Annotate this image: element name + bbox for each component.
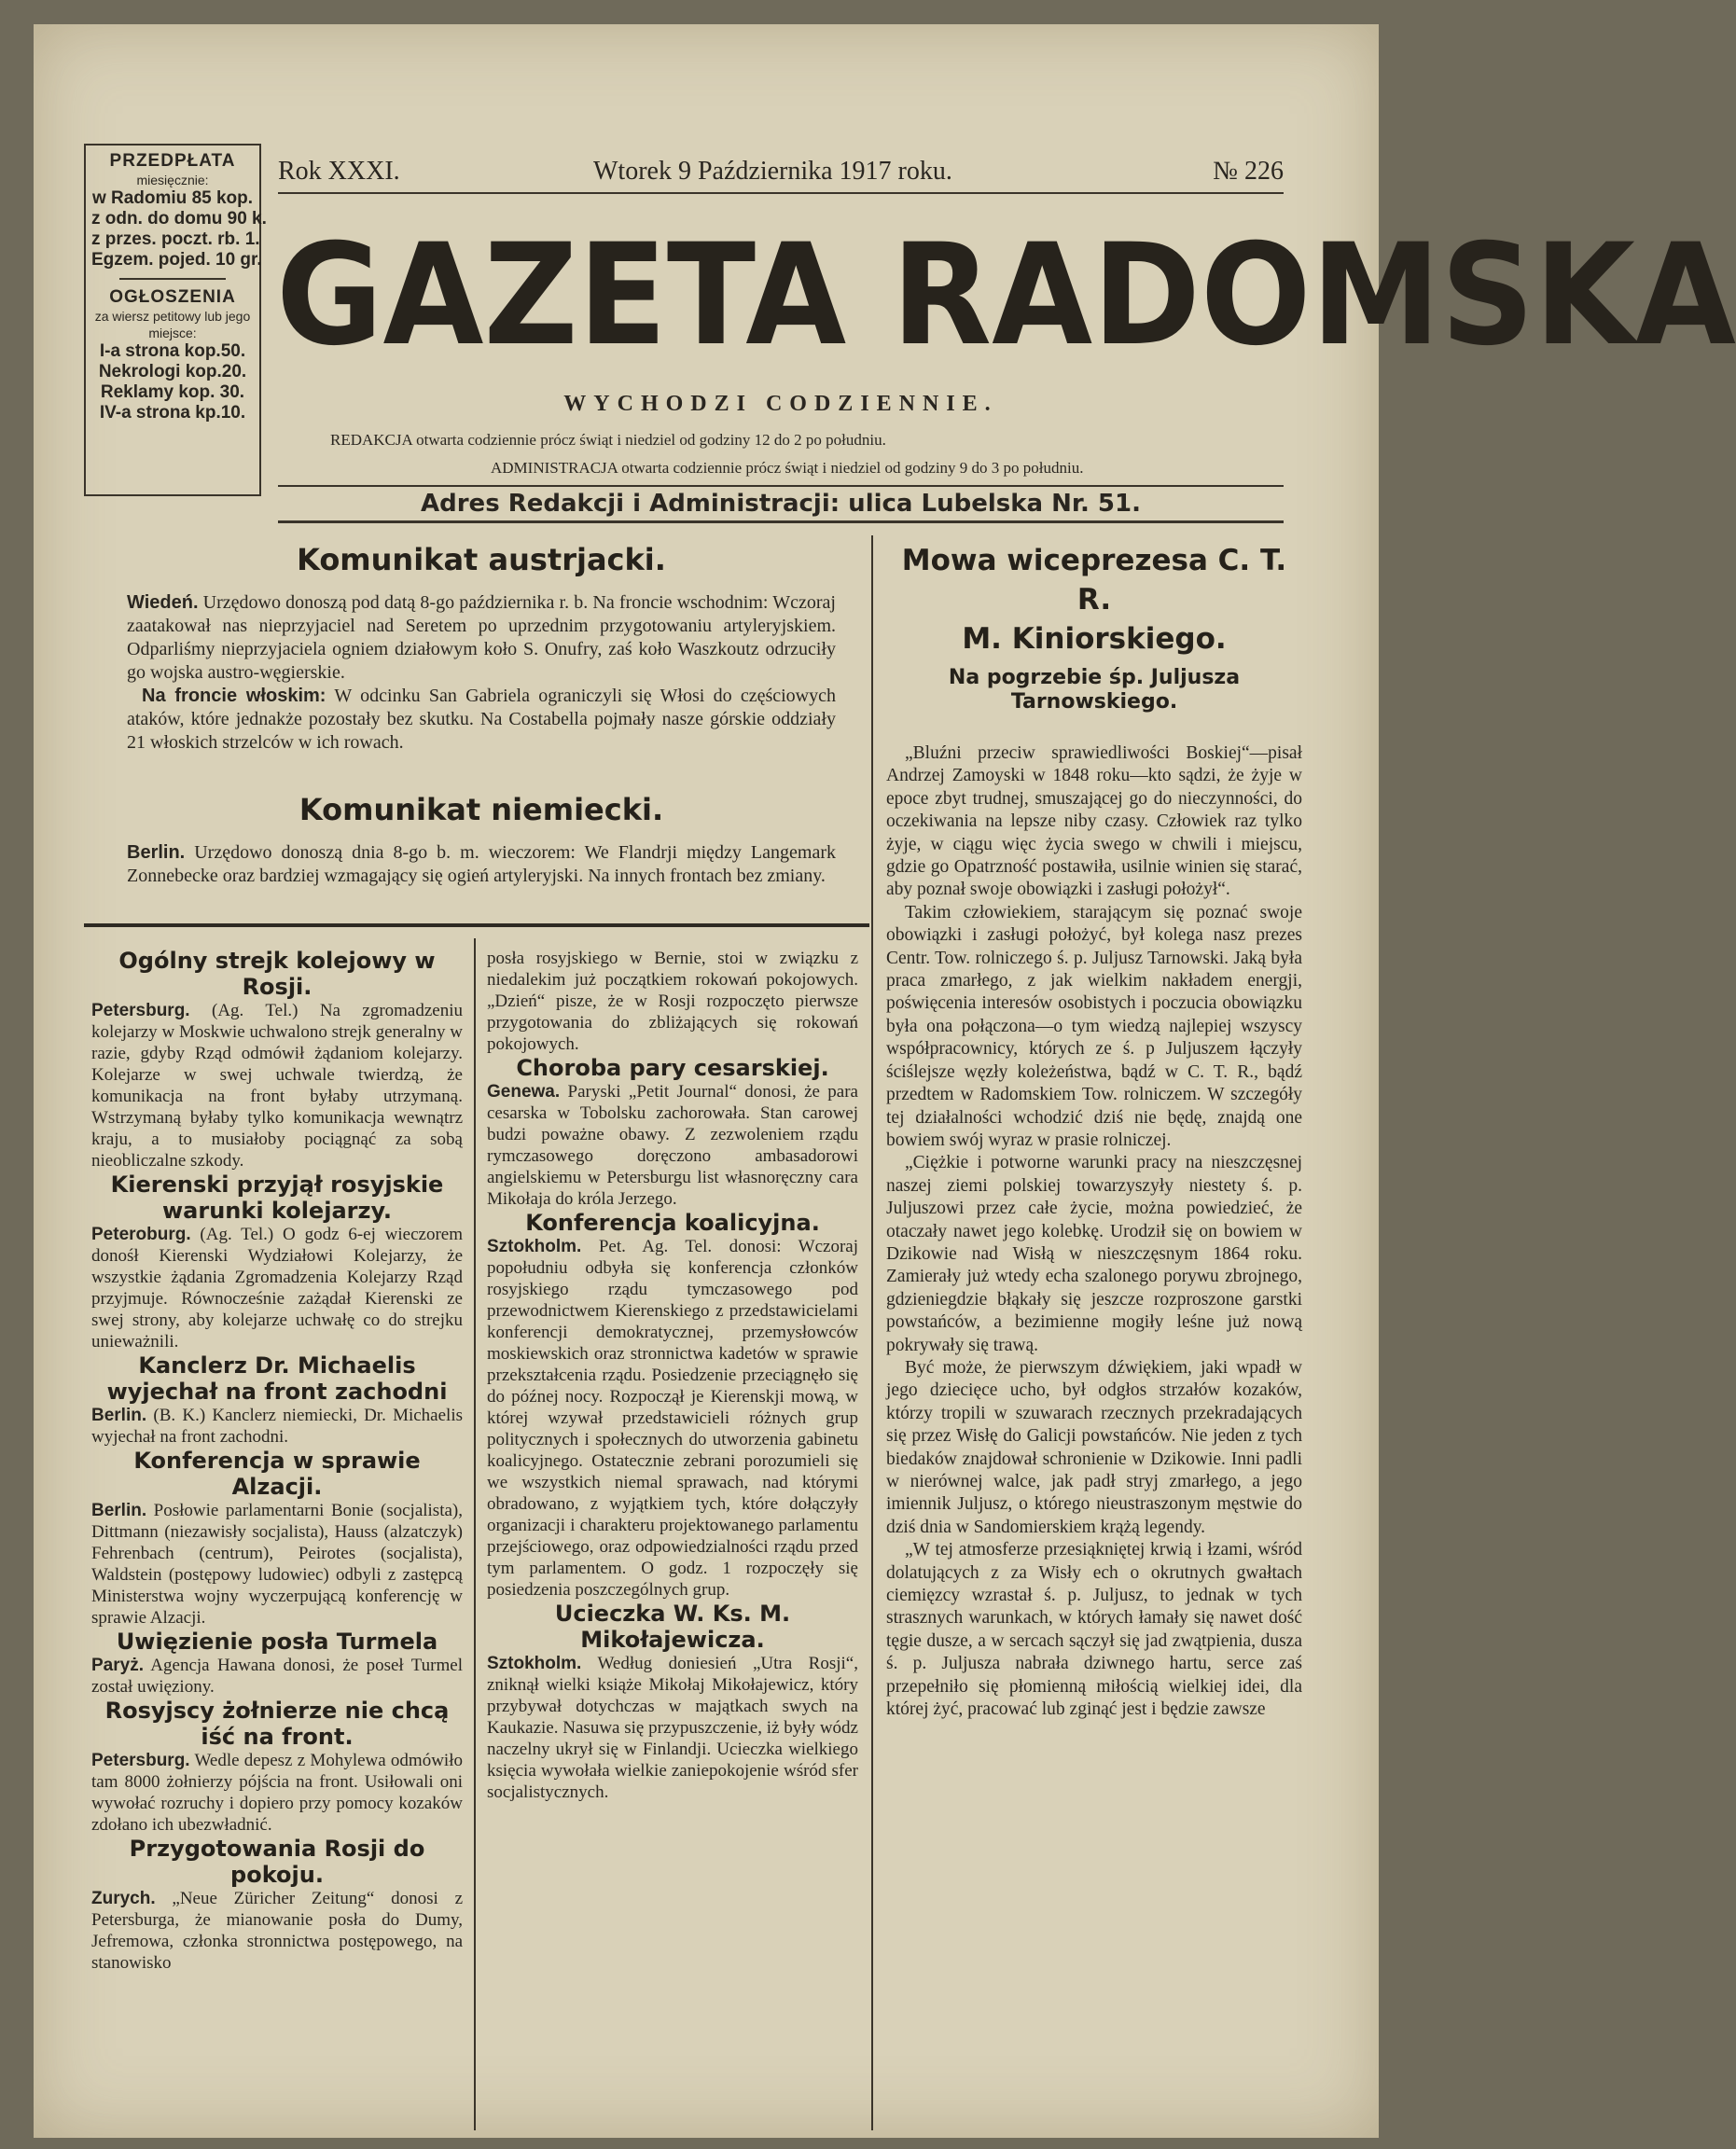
- speech-paragraph: „Bluźni przeciw sprawiedliwości Boskiej“—pisał Andrzej Zamoyski w 1848 roku—kto sądzi, że żyje w epoce zbyt trudnej, smuszającej go do nieczynności, do oczekiwania na lepsze niby czasy. Człowiek raz tylko żyje, w ciągu więc życia swego w chwili i miejscu, gdzie go Opatrzność postawiła, usilnie winien się starać, aby poznał swoje obowiązki i zasługi położył“.: [886, 743, 1302, 900]
- paragraph-text: Urzędowo donoszą dnia 8-go b. m. wieczorem: We Flandrji między Langemark Zonnebecke oraz bardziej wzmagający się ogień artyleryjski. Na innych frontach bez zmiany.: [127, 842, 836, 886]
- paragraph-lead: Petersburg.: [91, 1001, 190, 1020]
- ads-title: OGŁOSZENIA: [109, 287, 236, 307]
- article-paragraph: [91, 1888, 463, 1974]
- editorial-hours: REDAKCJA otwarta codziennie prócz świąt i niedziel od godziny 12 do 2 po południu.: [330, 431, 886, 449]
- article-paragraph: [487, 1236, 858, 1601]
- paragraph-text: W odcinku San Gabriela ograniczyli się Włosi do częściowych ataków, które jednakże pozostały bez skutku. Na Costabella pojmały nasze górskie oddziały 21 włoskich strzelców w ich rowach.: [127, 686, 837, 753]
- price-line: z przes. poczt. rb. 1.: [91, 229, 260, 249]
- austrian-paragraph: [127, 591, 836, 685]
- price-line: w Radomiu 85 kop.: [91, 188, 254, 208]
- austrian-communique: [127, 541, 836, 755]
- subscription-box: [84, 144, 267, 496]
- article-paragraph: [91, 1000, 463, 1172]
- date-label: Wtorek 9 Października 1917 roku.: [593, 157, 952, 186]
- paragraph-text: (Ag. Tel.) Na zgromadzeniu kolejarzy w Moskwie uchwalono strejk generalny w razie, gdyby Rząd odmówił żądaniom kolejarzy. Kolejarze w swej uchwale twierdzą, że komunikacja na front byłaby utrzymaną. Wstrzymaną byłaby tylko komunikacja wewnątrz kraju, a to musiałoby pociągnąć za sobą nieobliczalne szkody.: [91, 1001, 463, 1171]
- ad-price-line: Reklamy kop. 30.: [100, 382, 245, 402]
- ad-price-line: Nekrologi kop.20.: [98, 362, 247, 381]
- price-line: z odn. do domu 90 k.: [91, 209, 267, 229]
- paragraph-lead: Petersburg.: [91, 1751, 190, 1770]
- article-paragraph: [487, 1081, 858, 1210]
- column-divider: [474, 938, 476, 2130]
- paragraph-text: Wedle depesz z Mohylewa odmówiło tam 8000 żołnierzy pójścia na front. Usiłowali oni wywołać rozruchy i dopiero przy pomocy kozaków zdołano ich ubezwładnić.: [91, 1751, 463, 1835]
- article-paragraph: [91, 1750, 463, 1836]
- paragraph-text: (Ag. Tel.) O godz 6-ej wieczorem donośł Kierenski Wydziałowi Kolejarzy, że wszystkie żądania Zgromadzenia Kolejarzy Rząd przyjmuje. Równocześnie zażądał Kierenski ze swej strony, aby kolejarze uchwałę co do strejku unieważnili.: [91, 1225, 463, 1352]
- speech-column: [886, 541, 1302, 1721]
- paragraph-lead: Berlin.: [91, 1501, 147, 1520]
- speech-heading: Mowa wiceprezesa C. T. R.: [901, 544, 1287, 617]
- paragraph-text: Według doniesień „Utra Rosji“, zniknął wielki książe Mikołaj Mikołajewicz, który przybywał dotychczas w majątkach swych na Kaukazie. Nasuwa się przypuszczenie, iż były wódz naczelny ukrył się w Finlandji. Ucieczka wielkiego księcia wywołała wielkie zaniepokojenie wśród sfer socjalistycznych.: [487, 1654, 858, 1802]
- paragraph-text: Posłowie parlamentarni Bonie (socjalista), Dittmann (niezawisły socjalista), Hauss (alzatczyk) Fehrenbach (centrum), Peirotes (socjalista), Waldstein (postępowy ludowiec) odbyli z zastępcą Ministerstwa wojny wyczerpującą konferencję w sprawie Alzacji.: [91, 1501, 463, 1628]
- article-heading: Rosyjscy żołnierze nie chcą iść na front.: [104, 1698, 450, 1750]
- speech-heading: M. Kiniorskiego.: [962, 622, 1227, 656]
- german-paragraph: [127, 841, 836, 888]
- speech-subheading: Na pogrzebie śp. Juljusza Tarnowskiego.: [948, 666, 1241, 714]
- article-heading: Przygotowania Rosji do pokoju.: [129, 1836, 425, 1888]
- paragraph-lead: Zurych.: [91, 1889, 156, 1908]
- article-heading: Choroba pary cesarskiej.: [516, 1055, 829, 1081]
- paragraph-lead: Wiedeń.: [127, 592, 199, 613]
- ads-subtitle: za wiersz petitowy lub jego miejsce:: [94, 309, 251, 340]
- paragraph-lead: Berlin.: [127, 842, 186, 863]
- paragraph-text: Urzędowo donoszą pod datą 8-go października r. b. Na froncie wschodnim: Wczoraj zaatakował nas nieprzyjaciel nad Seretem po uprzednim przygotowaniu artyleryjskiem. Odparliśmy nieprzyjaciela ogniem działowym koło S. Onufry, zaś koło Waszkoutz odrzuciły go wojska austro-węgierskie.: [127, 592, 836, 683]
- paragraph-text: Agencja Hawana donosi, że poseł Turmel został uwięziony.: [91, 1656, 463, 1697]
- paragraph-lead: Na froncie włoskim:: [142, 686, 326, 706]
- news-column-2: [487, 948, 858, 1803]
- article-heading: Ucieczka W. Ks. M. Mikołajewicza.: [554, 1601, 791, 1653]
- dateline: [278, 155, 1284, 194]
- paragraph-text: „Neue Züricher Zeitung“ donosi z Petersburga, że mianowanie posła do Dumy, Jefremowa, członka stronnictwa postępowego, na stanowisko: [91, 1889, 463, 1973]
- paragraph-text: Paryski „Petit Journal“ donosi, że para cesarska w Tobolsku zachorowała. Stan carowej budzi poważne obawy. Z zezwoleniem rządu rymczasowego doręczono ambasadorowi angielskiemu w Petersburgu list własnoręczny cara Mikołaja do króla Jerzego.: [487, 1082, 858, 1209]
- paragraph-lead: Sztokholm.: [487, 1237, 582, 1256]
- divider: [119, 278, 226, 280]
- german-heading: Komunikat niemiecki.: [299, 792, 664, 827]
- article-paragraph: [91, 1500, 463, 1629]
- paragraph-lead: Peteroburg.: [91, 1225, 191, 1244]
- article-paragraph: [91, 1405, 463, 1448]
- article-heading: Konferencja koalicyjna.: [525, 1210, 820, 1236]
- column-divider: [871, 535, 873, 2130]
- newspaper-title: GAZETA RADOMSKA: [276, 215, 1736, 377]
- news-column-1: [91, 948, 463, 1974]
- paragraph-lead: Paryż.: [91, 1656, 144, 1675]
- article-heading: Kierenski przyjął rosyjskie warunki kolejarzy.: [110, 1172, 444, 1224]
- newspaper-page: [34, 24, 1736, 2138]
- article-heading: Kanclerz Dr. Michaelis wyjechał na front zachodni: [106, 1352, 448, 1405]
- paragraph-lead: Genewa.: [487, 1082, 561, 1102]
- price-line: Egzem. pojed. 10 gr.: [91, 250, 262, 270]
- ad-price-line: IV-a strona kp.10.: [99, 403, 246, 423]
- article-paragraph: [91, 1224, 463, 1352]
- paragraph-text: (B. K.) Kanclerz niemiecki, Dr. Michaelis wyjechał na front zachodni.: [91, 1406, 463, 1447]
- article-heading: Ogólny strejk kolejowy w Rosji.: [118, 948, 436, 1000]
- article-heading: Uwięzienie posła Turmela: [116, 1629, 438, 1655]
- year-label: Rok XXXI.: [278, 157, 400, 186]
- section-divider: [84, 923, 869, 927]
- article-paragraph: [91, 1655, 463, 1698]
- austrian-paragraph: [127, 685, 836, 755]
- administration-hours: ADMINISTRACJA otwarta codziennie prócz świąt i niedziel od godziny 9 do 3 po południu.: [491, 459, 1084, 477]
- speech-paragraph: „W tej atmosferze przesiąkniętej krwią i łzami, wśród dolatujących z za Wisły ech o okrutnych gwałtach ciemięzcy wzrastał ś. p. Juljusz, to jednak w tych strasznych warunkach, w których łamały się nawet dość tęgie dusze, a w sercach sączył się jad zwątpienia, dusza ś. p. Juljusza nabrała dziwnego hartu, serce zaś przepełniło się płomienną miłością wielkiej idei, dla której żyć, pracować lub zginąć jest i będzie zawsze: [886, 1540, 1302, 1720]
- german-communique: [127, 791, 836, 888]
- subscription-title: PRZEDPŁATA: [109, 151, 236, 171]
- article-paragraph: posła rosyjskiego w Bernie, stoi w związku z niedalekim już początkiem rokowań pokojowych. „Dzień“ pisze, że w Rosji rozpoczęto pierwsze przygotowania do zbliżających się rokowań pokojowych.: [487, 949, 858, 1054]
- paragraph-lead: Berlin.: [91, 1406, 147, 1425]
- austrian-heading: Komunikat austrjacki.: [297, 542, 666, 577]
- paragraph-text: Pet. Ag. Tel. donosi: Wczoraj popołudniu odbyła się konferencja członków rosyjskiego rządu tymczasowego pod przewodnictwem Kierenskiego z przedstawicielami konferencji demokratycznej, przemysłowców moskiewskich oraz stronnictwa kadetów w sprawie przekształcenia rządu. Posiedzenie przeciągnęło się do późnej nocy. Rozpoczął je Kierenskji mową, w której wzywał przedstawicieli różnych grup politycznych i społecznych do utworzenia gabinetu koalicyjnego. Ostatecznie zebrani porozumieli się we wszystkich niemal sprawach, nad którymi obradowano, z wyjątkiem tych, które dołączyły organizacji i charakteru projektowanego parlamentu przejściowego, oraz odpowiedzialności rządu przed tym parlamentem. O godz. 1 rozpoczęły się posiedzenia poszczególnych grup.: [487, 1237, 858, 1600]
- article-paragraph: [487, 1653, 858, 1803]
- issue-number: № 226: [1213, 157, 1284, 186]
- speech-paragraph: Takim człowiekiem, starającym się poznać swoje obowiązki i zasługi położyć, był kolega nasz prezes Centr. Tow. rolniczego ś. p. Juljusz Tarnowski. Jaką była praca zmarłego, z jak wielkim nakładem energji, poświęcenia interesów osobistych i poczucia obowiązku była ona połączona—o tym wiedzą najlepiej wszyscy współpracownicy, których ze ś. p Juljuszem łączyły ściślejsze węzły koleżeństwa, bądź w C. T. R., bądź przedtem w Radomskiem Tow. rolniczem. W szczegóły tej działalności wchodzić dziś nie będę, znajdą one bowiem swój wyraz w prasie rolniczej.: [886, 902, 1302, 1150]
- newspaper-subtitle: WYCHODZI CODZIENNIE.: [563, 392, 998, 416]
- speech-paragraph: „Ciężkie i potworne warunki pracy na nieszczęsnej naszej ziemi polskiej towarzyszyły niestety ś. p. Juljuszowi przez całe życie, można powiedzieć, że otaczały nawet jego kolebkę. Urodził się on bowiem w Dzikowie nad Wisłą w nieszczęsnym 1864 roku. Zamierały już wtedy echa szalonego porywu zbrojnego, gdzieniegdzie błąkały się jeszcze rozproszone garstki powstańców, a bezimienne mogiły leśne już nową pokrywały się trawą.: [886, 1153, 1302, 1355]
- paragraph-lead: Sztokholm.: [487, 1654, 582, 1673]
- subscription-subtitle: miesięcznie:: [136, 173, 209, 187]
- article-heading: Konferencja w sprawie Alzacji.: [133, 1448, 421, 1500]
- speech-paragraph: Być może, że pierwszym dźwiękiem, jaki wpadł w jego dziecięce ucho, był odgłos strzałów kozaków, którzy tropili w szuwarach rzecznych przekradających się przez Wisłę do Galicji powstańców. Nie jeden z tych biedaków znajdował schronienie w Dzikowie. Inni padli w nierównej walce, jak padł stryj zmarłego, a jego imiennik Juljusz, o którego nieustraszonym męstwie do dziś dnia w Sandomierskiem krążą legendy.: [886, 1357, 1302, 1537]
- address-bar: Adres Redakcji i Administracji: ulica Lubelska Nr. 51.: [278, 485, 1284, 523]
- ad-price-line: I-a strona kop.50.: [99, 341, 246, 361]
